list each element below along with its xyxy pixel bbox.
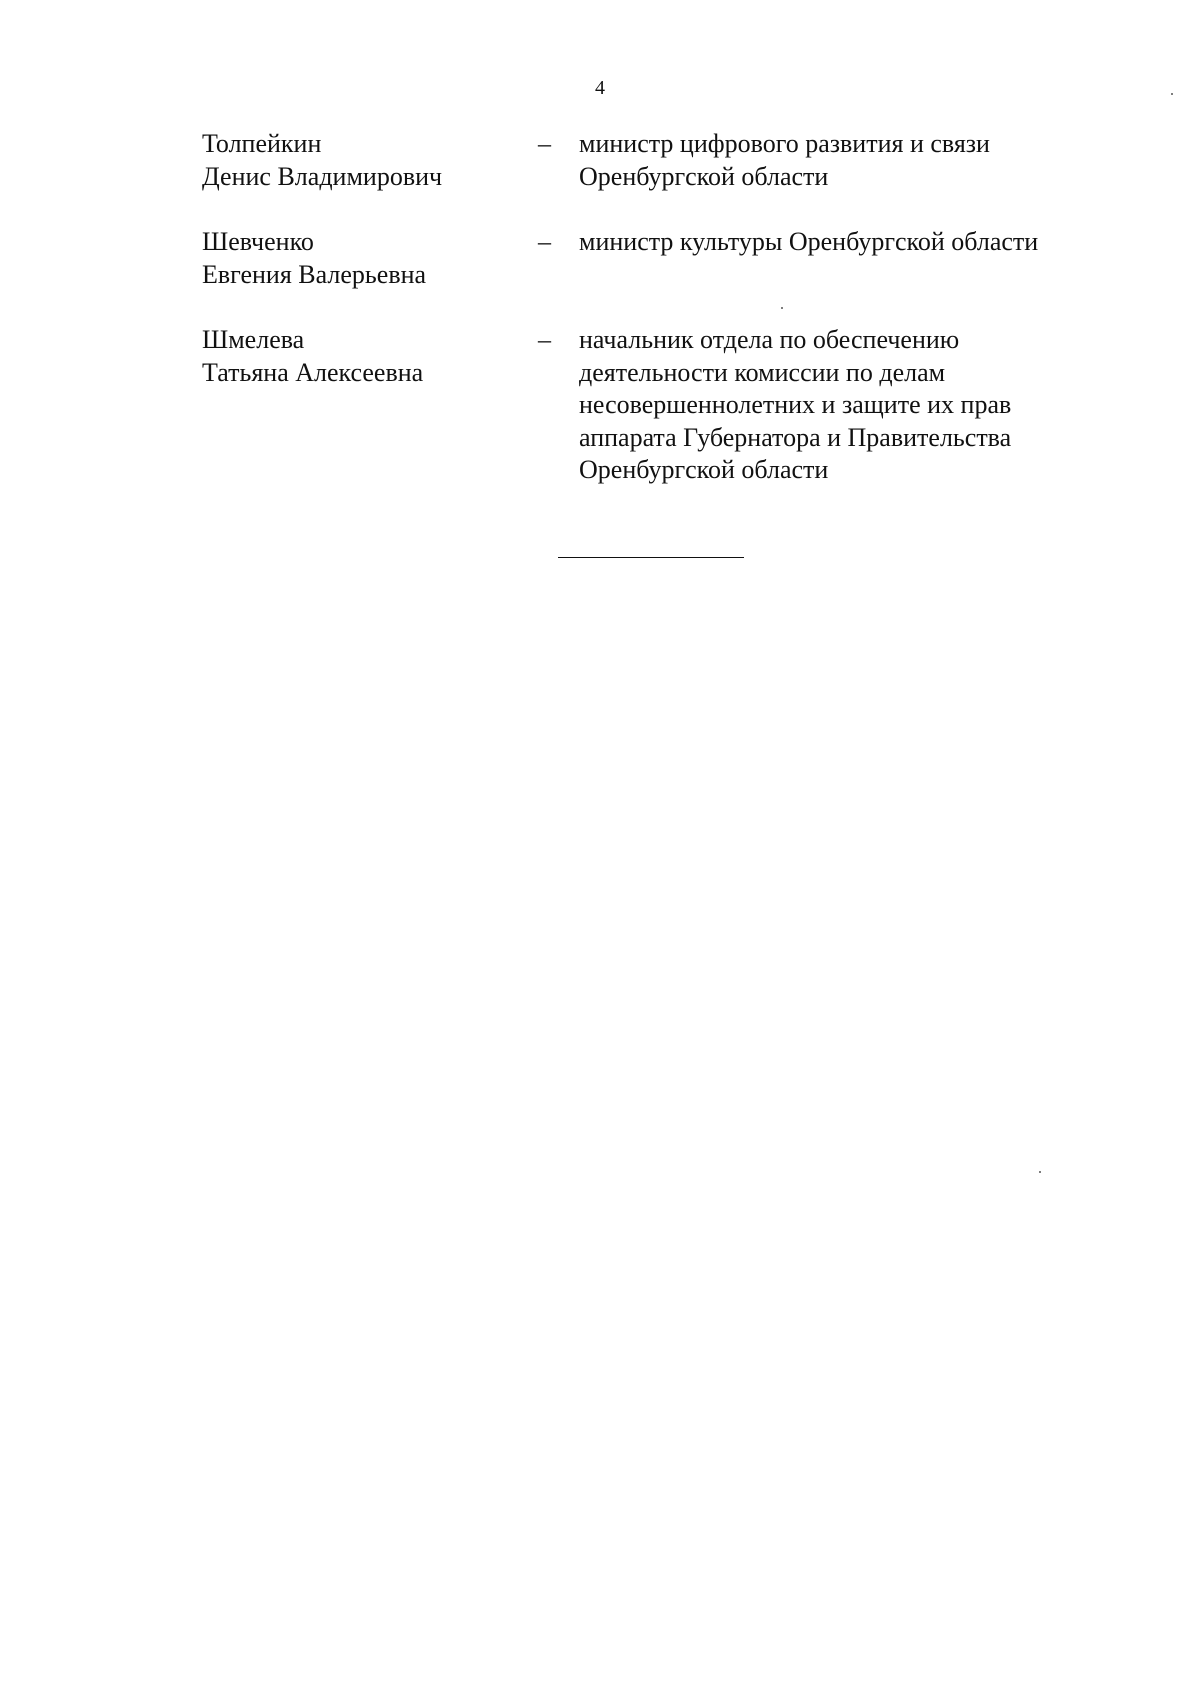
member-surname: Шевченко (202, 227, 314, 256)
member-row (202, 226, 1102, 291)
member-position (579, 324, 1102, 487)
member-row (202, 324, 1102, 487)
member-name (202, 324, 538, 389)
scan-speck (1171, 93, 1173, 95)
position-line: аппарата Губернатора и Правительства (579, 422, 1012, 452)
member-name (202, 226, 538, 291)
scan-speck (1039, 1171, 1041, 1173)
member-given-names: Евгения Валерьевна (202, 259, 427, 289)
end-rule (558, 557, 744, 558)
page-number: 4 (595, 77, 605, 99)
position-line: деятельности комиссии по делам (579, 357, 946, 387)
position-line: несовершеннолетних и защите их прав (579, 390, 1012, 419)
member-name (202, 128, 538, 193)
dash-separator: – (538, 227, 551, 256)
dash-separator: – (538, 129, 551, 158)
member-given-names: Татьяна Алексеевна (202, 357, 424, 387)
position-line: Оренбургской области (579, 455, 829, 484)
member-row (202, 128, 1102, 193)
member-position (579, 128, 1102, 193)
member-surname: Толпейкин (202, 129, 322, 158)
position-line: Оренбургской области (579, 161, 829, 191)
member-list (202, 128, 1102, 520)
member-surname: Шмелева (202, 325, 305, 354)
position-line: начальник отдела по обеспечению (579, 325, 960, 354)
dash-separator: – (538, 325, 551, 354)
position-line: министр культуры Оренбургской области (579, 227, 1039, 256)
member-given-names: Денис Владимирович (202, 161, 443, 191)
member-position (579, 226, 1102, 259)
scan-speck (781, 307, 783, 309)
position-line: министр цифрового развития и связи (579, 129, 990, 158)
